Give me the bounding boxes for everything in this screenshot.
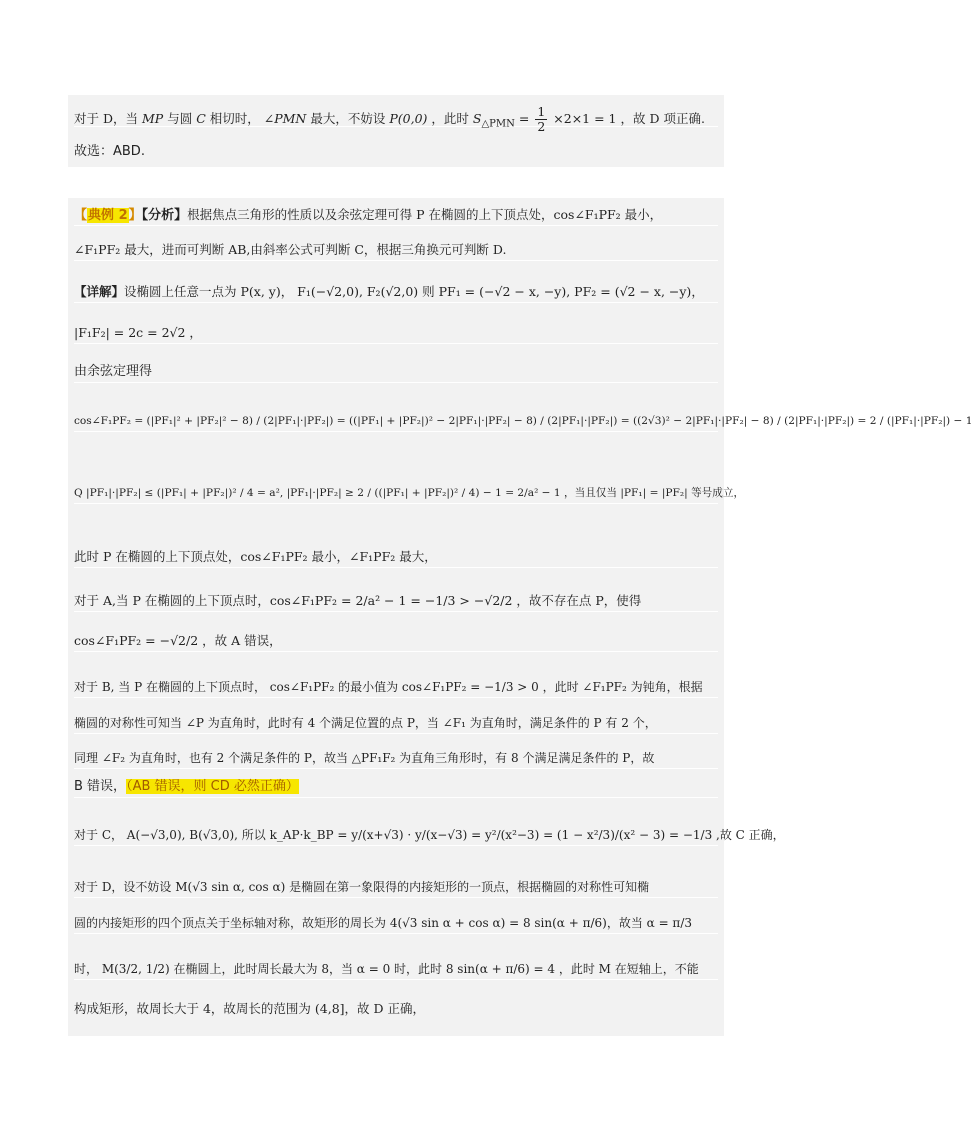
example-label-text: 典例 [88,208,115,223]
text-segment: 相切时， [209,111,260,126]
cosine-law-intro: 由余弦定理得 [74,361,718,383]
analysis-text: 根据焦点三角形的性质以及余弦定理可得 P 在椭圆的上下顶点处，cos∠F₁PF₂ 最小， [187,207,663,222]
extremum-line: 此时 P 在椭圆的上下顶点处，cos∠F₁PF₂ 最小，∠F₁PF₂ 最大， [74,546,718,568]
answer-choice-line: 故选：ABD. [74,144,145,159]
fraction-half [535,105,547,134]
analysis-line-2: ∠F₁PF₂ 最大，进而可判断 AB,由斜率公式可判断 C，根据三角换元可判断 D. [74,239,718,261]
math-product: ×2×1 = 1 [553,111,617,126]
option-b-line-2: 椭圆的对称性可知当 ∠P 为直角时，此时有 4 个满足位置的点 P，当 ∠F₁ 为直角时，满足条件的 P 有 2 个， [74,712,718,734]
option-b-line-4 [74,776,718,798]
inequality-line: Q |PF₁|·|PF₂| ≤ (|PF₁| + |PF₂|)² / 4 = a², |PF₁|·|PF₂| ≥ 2 / ((|PF₁| + |PF₂|)² / 4) − 1 = 2/a² − 1 ，当且仅当 |PF₁| = |PF₂| 等号成立， [74,482,718,504]
example-number: 2 [118,208,128,223]
detail-text: 设椭圆上任意一点为 P(x, y)， F₁(−√2,0), F₂(√2,0) 则 PF₁ = (−√2 − x, −y), PF₂ = (√2 − x, −y)， [124,284,704,299]
text-segment: 最大，不妨设 [310,111,386,126]
fraction-numerator: 1 [537,104,546,119]
cosine-formula-line: cos∠F₁PF₂ = (|PF₁|² + |PF₂|² − 8) / (2|PF₁|·|PF₂|) = ((|PF₁| + |PF₂|)² − 2|PF₁|·|PF₂| − 8) / (2|PF₁|·|PF₂|) = ((2√3)² − 2|PF₁|·|PF₂| − 8) / (2|PF₁|·|PF₂|) = 2 / (|PF₁|·|PF₂|) − 1 [74,410,718,432]
option-b-line-1: 对于 B, 当 P 在椭圆的上下顶点时， cos∠F₁PF₂ 的最小值为 cos∠F₁PF₂ = −1/3 > 0 ，此时 ∠F₁PF₂ 为钝角，根据 [74,676,718,698]
focal-distance-line: |F₁F₂| = 2c = 2√2 ， [74,322,718,344]
math-area-subscript: △PMN [481,118,515,130]
label-bracket-close: 】 [128,208,142,223]
highlighted-note: （AB 错误，则 CD 必然正确） [126,779,299,794]
text-segment: 对于 D，当 [74,111,138,126]
text-segment: ，此时 [431,111,469,126]
math-angle-pmn: ∠PMN [263,111,307,126]
example-solution-panel [68,198,973,1036]
detail-tag: 【详解】 [74,284,125,299]
math-equals: = [518,111,530,126]
text-segment: ，故 D 项正确. [620,111,705,126]
fraction-denominator: 2 [537,119,546,134]
example-label [87,208,129,223]
option-a-line-2: cos∠F₁PF₂ = −√2/2 ，故 A 错误， [74,630,718,652]
math-area-s: S [472,111,482,126]
math-mp: MP [141,111,164,126]
label-bracket-open: 【 [74,208,88,223]
detail-line-1 [74,281,718,303]
option-b-conclusion: B 错误， [74,779,127,794]
math-point-p: P(0,0) [389,111,428,126]
analysis-line-1 [74,204,718,226]
analysis-tag: 【分析】 [141,208,188,223]
option-d-line-1: 对于 D，设不妨设 M(√3 sin α, cos α) 是椭圆在第一象限得的内接矩形的一顶点，根据椭圆的对称性可知椭 [74,876,718,898]
option-c-line: 对于 C， A(−√3,0), B(√3,0), 所以 k_AP·k_BP = y/(x+√3) · y/(x−√3) = y²/(x²−3) = (1 − x²/3)/(x² − 3) = −1/3 ,故 C 正确， [74,824,718,846]
option-d-line-2: 圆的内接矩形的四个顶点关于坐标轴对称，故矩形的周长为 4(√3 sin α + cos α) = 8 sin(α + π/6)，故当 α = π/3 [74,912,718,934]
option-a-line-1: 对于 A,当 P 在椭圆的上下顶点时，cos∠F₁PF₂ = 2/a² − 1 = −1/3 > −√2/2 ，故不存在点 P，使得 [74,590,718,612]
text-segment: 与圆 [167,111,193,126]
math-c: C [196,111,206,126]
option-d-conclusion-line [74,104,718,134]
solution-continuation-panel [68,95,724,167]
option-b-line-3: 同理 ∠F₂ 为直角时，也有 2 个满足条件的 P，故当 △PF₁F₂ 为直角三角形时，有 8 个满足满足条件的 P，故 [74,747,718,769]
option-d-line-4: 构成矩形，故周长大于 4，故周长的范围为 (4,8]，故 D 正确， [74,1001,426,1016]
option-d-line-3: 时， M(3/2, 1/2) 在椭圆上，此时周长最大为 8，当 α = 0 时，此时 8 sin(α + π/6) = 4 ，此时 M 在短轴上，不能 [74,958,718,980]
